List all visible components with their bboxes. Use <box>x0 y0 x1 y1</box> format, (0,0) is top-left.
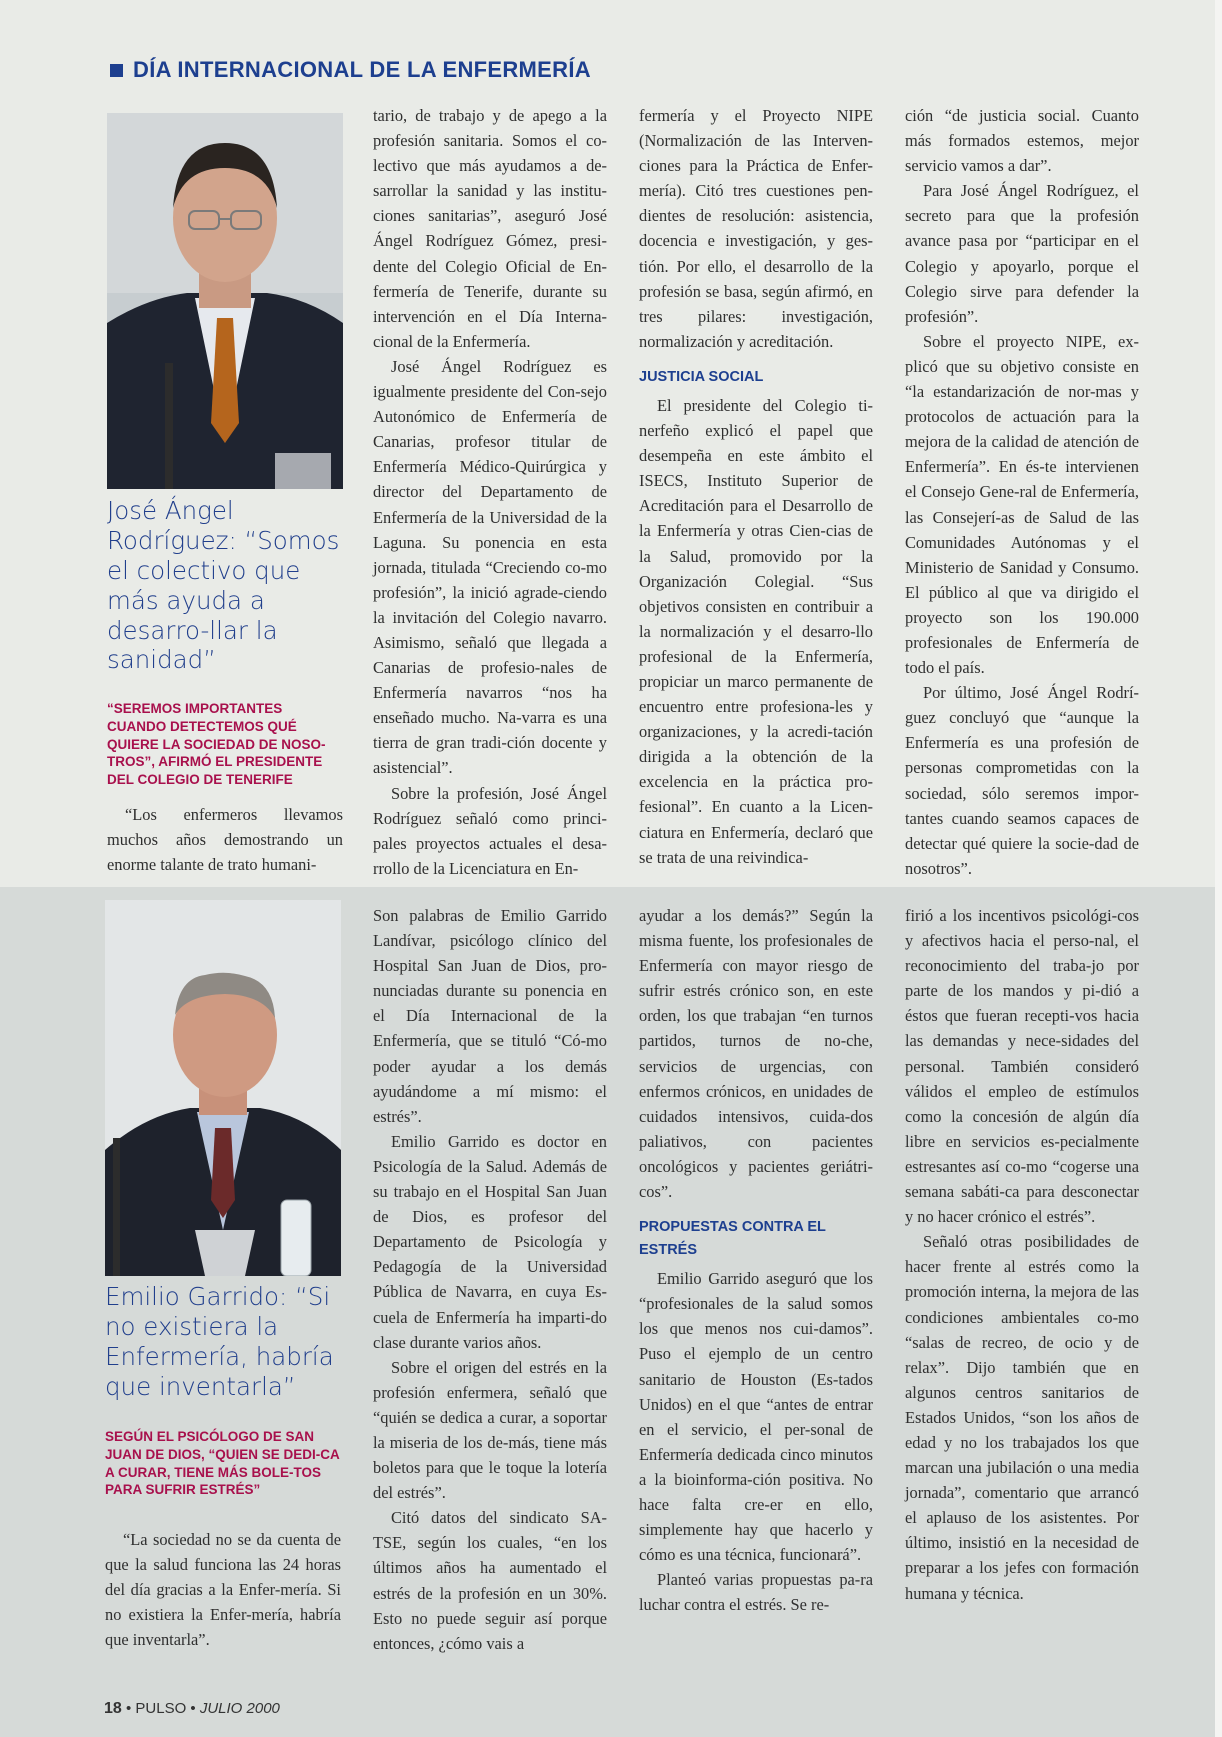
paragraph: firió a los incentivos psicológi-cos y afectivos hacia el perso-nal, el reconocimiento del traba-jo por parte de los mandos y pi-dió a éstos que fueran recepti-vos hacia las demandas y nece-sidades del personal. También consideró válidos el empleo de estímulos como la concesión de algún día libre en servicios es-pecialmente estresantes así co-mo “cogerse una semana sabáti-ca para desconectar y no hacer crónico el estrés”. <box>905 906 1139 1227</box>
paragraph: “La sociedad no se da cuenta de que la salud funciona las 24 horas del día gracias a la Enfer-mería. Si no existiera la Enfer-mería, habría que inventarla”. <box>105 1530 341 1650</box>
article1-col3 <box>639 103 873 870</box>
photo-emilio-garrido <box>105 900 341 1276</box>
subheading-justicia-social: JUSTICIA SOCIAL <box>639 368 764 385</box>
section-title: DÍA INTERNACIONAL DE LA ENFERMERÍA <box>133 57 591 82</box>
article1-col4 <box>905 103 1139 881</box>
paragraph: ción “de justicia social. Cuanto más formados estemos, mejor servicio vamos a dar”. <box>905 106 1139 176</box>
paragraph: Para José Ángel Rodríguez, el secreto para que la profesión avance pasa por “participar en el Colegio y apoyarlo, porque el Colegio sirve para defender la profesión”. <box>905 181 1139 326</box>
paragraph: El presidente del Colegio ti-nerfeño explicó el papel que desempeña en este ámbito el ISECS, Instituto Superior de Acreditación para el Desarrollo de la Enfermería y otras Cien-cias de la Salud, promovido por la Organización Colegial. “Sus objetivos consisten en contribuir a la normalización y el desarro-llo profesional de la Enfermería, propiciar un marco permanente de encuentro entre profesiona-les y organizaciones, y la acredi-tación dirigida a la obtención de la excelencia en la práctica pro-fesional”. En cuanto a la Licen-ciatura en Enfermería, declaró que se trata de una reivindica- <box>639 395 873 867</box>
paragraph: Por último, José Ángel Rodrí-guez concluyó que “aunque la Enfermería es una profesión de personas comprometidas con la sociedad, sólo seremos impor-tantes cuando seamos capaces de detectar qué quiere la socie-dad de nosotros”. <box>905 683 1139 878</box>
pull-quote-2: Emilio Garrido: “Si no existiera la Enfermería, habría que inventarla” <box>105 1282 334 1401</box>
paragraph: ayudar a los demás?” Según la misma fuente, los profesionales de Enfermería con mayor riesgo de sufrir estrés crónico son, en este orden, los que trabajan “en turnos partidos, turnos de no-che, servicios de urgencias, con enfermos crónicos, en unidades de cuidados intensivos, cuida-dos paliativos, con pacientes oncológicos y pacientes geriátri-cos”. <box>639 906 873 1202</box>
paragraph: fermería y el Proyecto NIPE (Normalización de las Interven-ciones para la Práctica de Enfer-mería). Citó tres cuestiones pen-dientes de resolución: asistencia, docencia e investigación, y ges-tión. Por ello, el desarrollo de la profesión se basa, según afirmó, en tres pilares: investigación, normalización y acreditación. <box>639 106 873 351</box>
paragraph: Emilio Garrido aseguró que los “profesionales de la salud somos los que menos nos cui-damos”. Puso el ejemplo de un centro sanitario de Houston (Es-tados Unidos) en el que “antes de entrar en el servicio, el per-sonal de Enfermería dedicada cinco minutos a la bioinforma-ción positiva. No hace falta cre-er en ello, simplemente hay que hacerlo y cómo es una técnica, funcionará”. <box>639 1269 873 1565</box>
page-footer <box>104 1700 280 1718</box>
section-header <box>110 57 591 83</box>
magazine-name: PULSO <box>135 1700 187 1717</box>
paragraph: Planteó varias propuestas pa-ra luchar contra el estrés. Se re- <box>639 1570 873 1615</box>
paragraph: Citó datos del sindicato SA-TSE, según los cuales, “en los últimos años ha aumentado el estrés de la profesión en un 30%. Esto no puede seguir así porque entonces, ¿cómo vais a <box>373 1508 607 1653</box>
article2-col1 <box>105 1527 341 1652</box>
article1-col2 <box>373 103 607 881</box>
article2-col2 <box>373 903 607 1656</box>
paragraph: tario, de trabajo y de apego a la profesión sanitaria. Somos el co-lectivo que más ayudamos a de-sarrollar la sanidad y las institu-ciones sanitarias”, aseguró José Ángel Rodríguez Gómez, presi-dente del Colegio Oficial de En-fermería de Tenerife, durante su intervención en el Día Interna-cional de la Enfermería. <box>373 106 607 351</box>
header-square-icon <box>110 64 123 77</box>
subheading-propuestas: PROPUESTAS CONTRA EL ESTRÉS <box>639 1219 826 1259</box>
page-number: 18 <box>104 1700 122 1717</box>
article2-col4 <box>905 903 1139 1606</box>
paragraph: José Ángel Rodríguez es igualmente presidente del Con-sejo Autonómico de Enfermería de Canarias, profesor titular de Enfermería Médico-Quirúrgica y director del Departamento de Enfermería de la Universidad de la Laguna. Su ponencia en esta jornada, titulada “Creciendo co-mo profesión”, la inició agrade-ciendo la invitación del Colegio navarro. Asimismo, señaló que llegada a Canarias de profesio-nales de Enfermería navarros “nos ha enseñado mucho. Na-varra es una tierra de gran tradi-ción docente y asistencial”. <box>373 356 607 778</box>
paragraph: Señaló otras posibilidades de hacer frente al estrés como la promoción interna, la mejora de las condiciones ambientales co-mo “salas de recreo, de ocio y de relax”. Dijo también que en algunos centros sanitarios de Estados Unidos, “son los años de edad y no los trabajados los que marcan una jubilación o una media jornada”, comentario que arrancó el aplauso de los asistentes. Por último, insistió en la necesidad de preparar a los jefes con formación humana y técnica. <box>905 1232 1139 1603</box>
article1-col1 <box>107 802 343 877</box>
footer-bullet: • <box>190 1700 200 1717</box>
paragraph: Sobre el proyecto NIPE, ex-plicó que su objetivo consiste en “la estandarización de nor-mas y protocolos de actuación para la mejora de la calidad de atención de Enfermería”. En és-te intervienen el Consejo Gene-ral de Enfermería, las Consejerí-as de Salud de las Comunidades Autónomas y el Ministerio de Sanidad y Consumo. El público al que va dirigido el proyecto son los 190.000 profesionales de Enfermería de todo el país. <box>905 331 1139 678</box>
pull-quote-1: José Ángel Rodríguez: “Somos el colectivo que más ayuda a desarro-llar la sanidad” <box>107 496 340 675</box>
page-edge <box>1215 0 1222 1737</box>
photo-jose-angel-rodriguez <box>107 113 343 489</box>
paragraph: Son palabras de Emilio Garrido Landívar, psicólogo clínico del Hospital San Juan de Dios, pro-nunciadas durante su ponencia en el Día Internacional de la Enfermería, que se tituló “Có-mo poder ayudar a los demás ayudándome a mí mismo: el estrés”. <box>373 906 607 1126</box>
kicker-2: SEGÚN EL PSICÓLOGO DE SAN JUAN DE DIOS, “QUIEN SE DEDI-CA A CURAR, TIENE MÁS BOLE-TOS PARA SUFRIR ESTRÉS” <box>105 1429 340 1498</box>
article2-col3 <box>639 903 873 1617</box>
paragraph: Sobre el origen del estrés en la profesión enfermera, señaló que “quién se dedica a curar, a soportar la miseria de los de-más, tiene más boletos para que le toque la lotería del estrés”. <box>373 1357 607 1503</box>
paragraph: Sobre la profesión, José Ángel Rodríguez señaló como princi-pales proyectos actuales el desa-rrollo de la Licenciatura en En- <box>373 783 607 878</box>
kicker-1: “SEREMOS IMPORTANTES CUANDO DETECTEMOS QUÉ QUIERE LA SOCIEDAD DE NOSO-TROS”, AFIRMÓ EL PRESIDENTE DEL COLEGIO DE TENERIFE <box>107 701 326 788</box>
paragraph: Emilio Garrido es doctor en Psicología de la Salud. Además de su trabajo en el Hospital San Juan de Dios, es profesor del Departamento de Psicología y Pedagogía de la Universidad Pública de Navarra, en cuya Es-cuela de Enfermería ha imparti-do clase durante varios años. <box>373 1131 607 1352</box>
footer-bullet: • <box>125 1700 136 1717</box>
paragraph: “Los enfermeros llevamos muchos años demostrando un enorme talante de trato humani- <box>107 805 343 875</box>
issue-date: JULIO 2000 <box>199 1700 280 1717</box>
